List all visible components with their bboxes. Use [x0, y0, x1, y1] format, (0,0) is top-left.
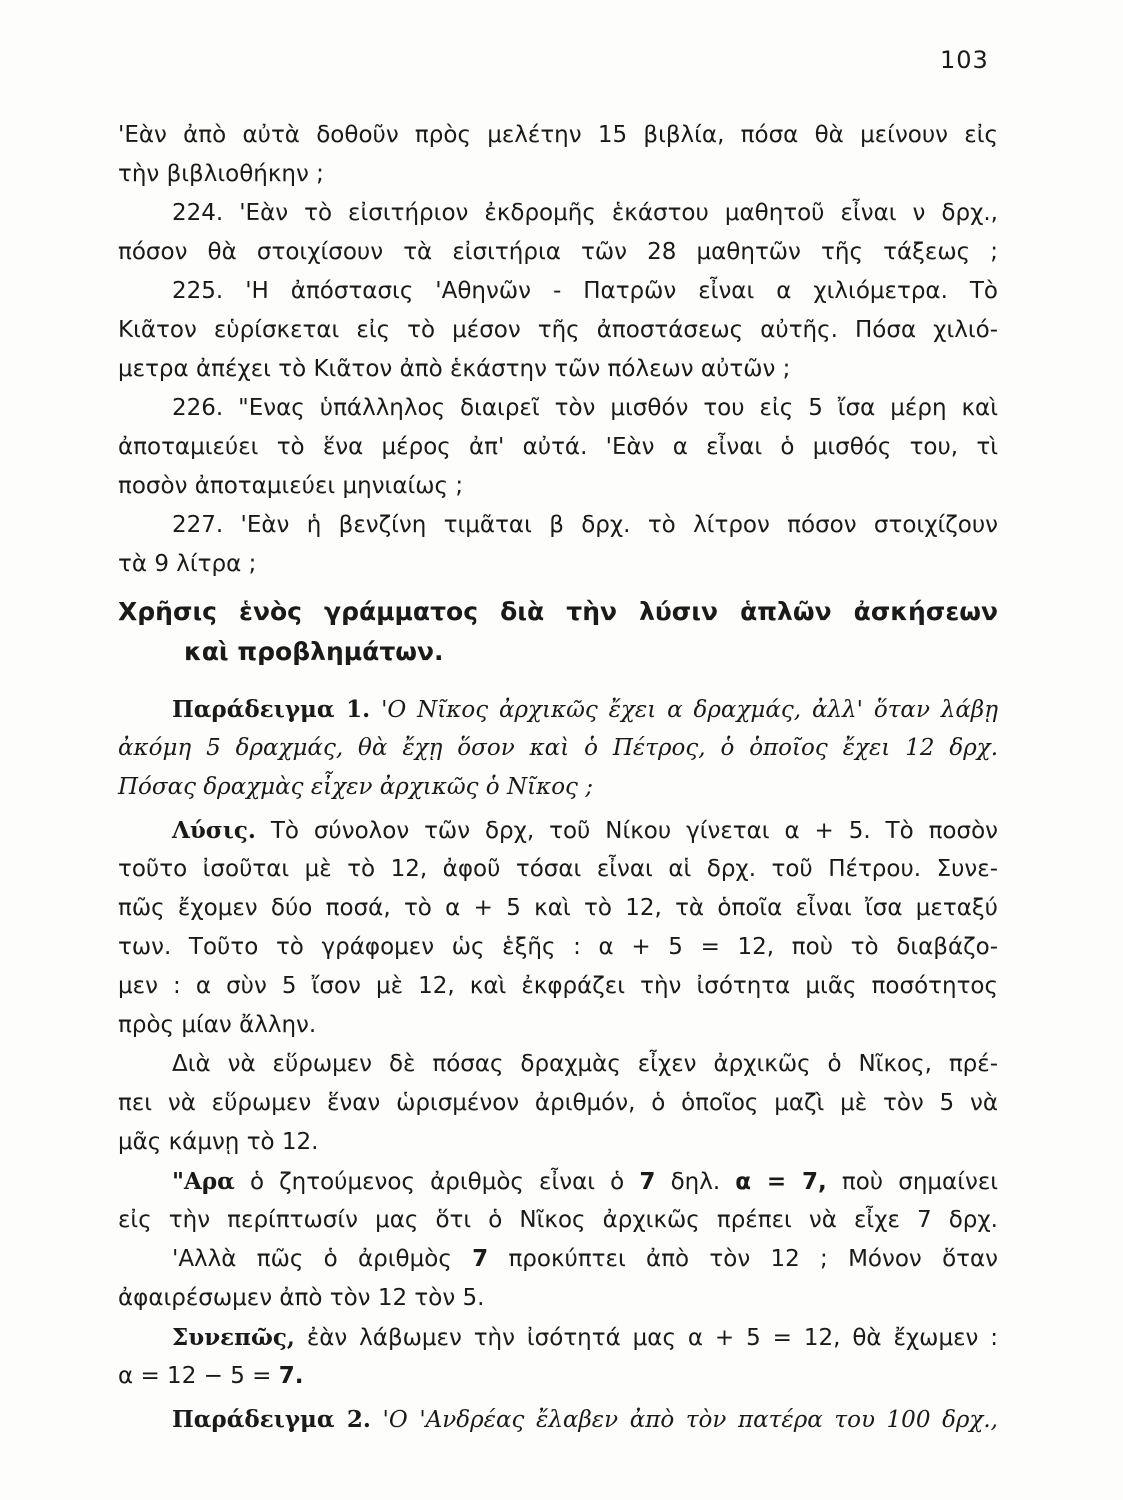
- example-2-text: 'Ο 'Ανδρέας ἔλαβεν ἀπὸ τὸν πατέρα του 100 δρχ.,: [382, 1407, 998, 1433]
- conclusion-text: δηλ.: [670, 1169, 721, 1195]
- text-line: μεν : α σὺν 5 ἴσον μὲ 12, καὶ ἐκφράζει τὴν ἰσότητα μιᾶς ποσότητος: [118, 973, 998, 999]
- example-block: [118, 690, 998, 1439]
- page-number: 103: [940, 46, 989, 74]
- exercises-block: [118, 116, 998, 584]
- text-line: τὴν βιβλιοθήκην ;: [118, 161, 324, 187]
- text-line: τὰ 9 λίτρα ;: [118, 551, 257, 577]
- text-line: πῶς ἔχομεν δύο ποσά, τὸ α + 5 καὶ τὸ 12, τὰ ὁποῖα εἶναι ἴσα μεταξύ: [118, 895, 998, 921]
- text-line: Διὰ νὰ εὕρωμεν δὲ πόσας δραχμὰς εἶχεν ἀρχικῶς ὁ Νῖκος, πρέ-: [172, 1051, 998, 1077]
- therefore-line-1: [118, 1318, 998, 1357]
- example-2-label: Παράδειγμα 2.: [172, 1406, 371, 1433]
- result-equation: [118, 1357, 998, 1396]
- example-1-line-3: Πόσας δραχμὰς εἶχεν ἀρχικῶς ὁ Νῖκος ;: [118, 774, 593, 800]
- text-line: τοῦτο ἰσοῦται μὲ τὸ 12, ἀφοῦ τόσαι εἶναι αἱ δρχ. τοῦ Πέτρου. Συνε-: [118, 856, 998, 882]
- question-text: 'Αλλὰ πῶς ὁ ἀριθμὸς: [172, 1246, 452, 1272]
- exercise-227: 227. 'Εὰν ἡ βενζίνη τιμᾶται β δρχ. τὸ λίτρον πόσον στοιχίζουν: [172, 512, 998, 538]
- text-line: ποσὸν ἀποταμιεύει μηνιαίως ;: [118, 473, 464, 499]
- text-line: ἀφαιρέσωμεν ἀπὸ τὸν 12 τὸν 5.: [118, 1285, 485, 1311]
- section-heading: [118, 592, 998, 672]
- text-line: πει νὰ εὕρωμεν ἕναν ὡρισμένον ἀριθμόν, ὁ ὁποῖος μαζὶ μὲ τὸν 5 νὰ: [118, 1090, 998, 1116]
- number-seven: 7: [639, 1169, 656, 1195]
- example-1-line-1: [118, 690, 998, 729]
- text-line: εἰς τὴν περίπτωσίν μας ὅτι ὁ Νῖκος ἀρχικῶς πρέπει νὰ εἶχε 7 δρχ.: [118, 1207, 998, 1233]
- example-1-label: Παράδειγμα 1.: [172, 696, 371, 723]
- text-line: πρὸς μίαν ἄλλην.: [118, 1012, 317, 1038]
- text-line: των. Τοῦτο τὸ γράφομεν ὡς ἑξῆς : α + 5 = 12, ποὺ τὸ διαβάζο-: [118, 934, 998, 960]
- example-2-line-1: [118, 1400, 998, 1439]
- text-line: μετρα ἀπέχει τὸ Κιᾶτον ἀπὸ ἑκάστην τῶν πόλεων αὐτῶν ;: [118, 356, 791, 382]
- conclusion-text: ὁ ζητούμενος ἀριθμὸς εἶναι ὁ: [249, 1169, 625, 1195]
- question-line-1: [118, 1240, 998, 1279]
- text-line: ἀποταμιεύει τὸ ἕνα μέρος ἀπ' αὐτά. 'Εὰν α εἶναι ὁ μισθός του, τὶ: [118, 434, 998, 460]
- text-line: μᾶς κάμνῃ τὸ 12.: [118, 1129, 319, 1155]
- exercise-226: 226. "Ενας ὑπάλληλος διαιρεῖ τὸν μισθόν του εἰς 5 ἴσα μέρη καὶ: [172, 395, 998, 421]
- number-seven: 7: [472, 1246, 489, 1272]
- equation: α = 7,: [735, 1169, 827, 1195]
- solution-label: Λύσις.: [172, 817, 256, 844]
- exercise-225: 225. 'Η ἀπόστασις 'Αθηνῶν - Πατρῶν εἶναι α χιλιόμετρα. Τὸ: [172, 278, 998, 304]
- conclusion-line-1: [118, 1162, 998, 1201]
- solution-line-1: [118, 811, 998, 850]
- conclusion-text: ποὺ σημαίνει: [841, 1169, 999, 1195]
- heading-line-2: καὶ προβλημάτων.: [184, 637, 444, 666]
- ara-label: "Αρα: [172, 1168, 235, 1195]
- result-equation-text: α = 12 − 5 =: [118, 1363, 272, 1389]
- solution-text: Τὸ σύνολον τῶν δρχ, τοῦ Νίκου γίνεται α + 5. Τὸ ποσὸν: [270, 818, 998, 844]
- result-value: 7.: [278, 1363, 304, 1389]
- text-line: πόσον θὰ στοιχίσουν τὰ εἰσιτήρια τῶν 28 μαθητῶν τῆς τάξεως ;: [118, 239, 998, 265]
- example-1-line-2: ἀκόμη 5 δραχμάς, θὰ ἔχῃ ὅσον καὶ ὁ Πέτρος, ὁ ὁποῖος ἔχει 12 δρχ.: [118, 735, 998, 761]
- therefore-text: ἐὰν λάβωμεν τὴν ἰσότητά μας α + 5 = 12, θὰ ἔχωμεν :: [306, 1325, 999, 1351]
- exercise-224: 224. 'Εὰν τὸ εἰσιτήριον ἐκδρομῆς ἑκάστου μαθητοῦ εἶναι ν δρχ.,: [172, 200, 998, 226]
- text-line: Κιᾶτον εὑρίσκεται εἰς τὸ μέσον τῆς ἀποστάσεως αὐτῆς. Πόσα χιλιό-: [118, 317, 998, 343]
- text-line: 'Εὰν ἀπὸ αὐτὰ δοθοῦν πρὸς μελέτην 15 βιβλία, πόσα θὰ μείνουν εἰς: [118, 122, 998, 148]
- heading-line-1: Χρῆσις ἑνὸς γράμματος διὰ τὴν λύσιν ἁπλῶν ἀσκήσεων: [118, 597, 998, 626]
- question-text: προκύπτει ἀπὸ τὸν 12 ; Μόνον ὅταν: [508, 1246, 998, 1272]
- therefore-label: Συνεπῶς,: [172, 1324, 295, 1351]
- example-1-text: 'Ο Νῖκος ἀρχικῶς ἔχει α δραχμάς, ἀλλ' ὅταν λάβῃ: [381, 697, 998, 723]
